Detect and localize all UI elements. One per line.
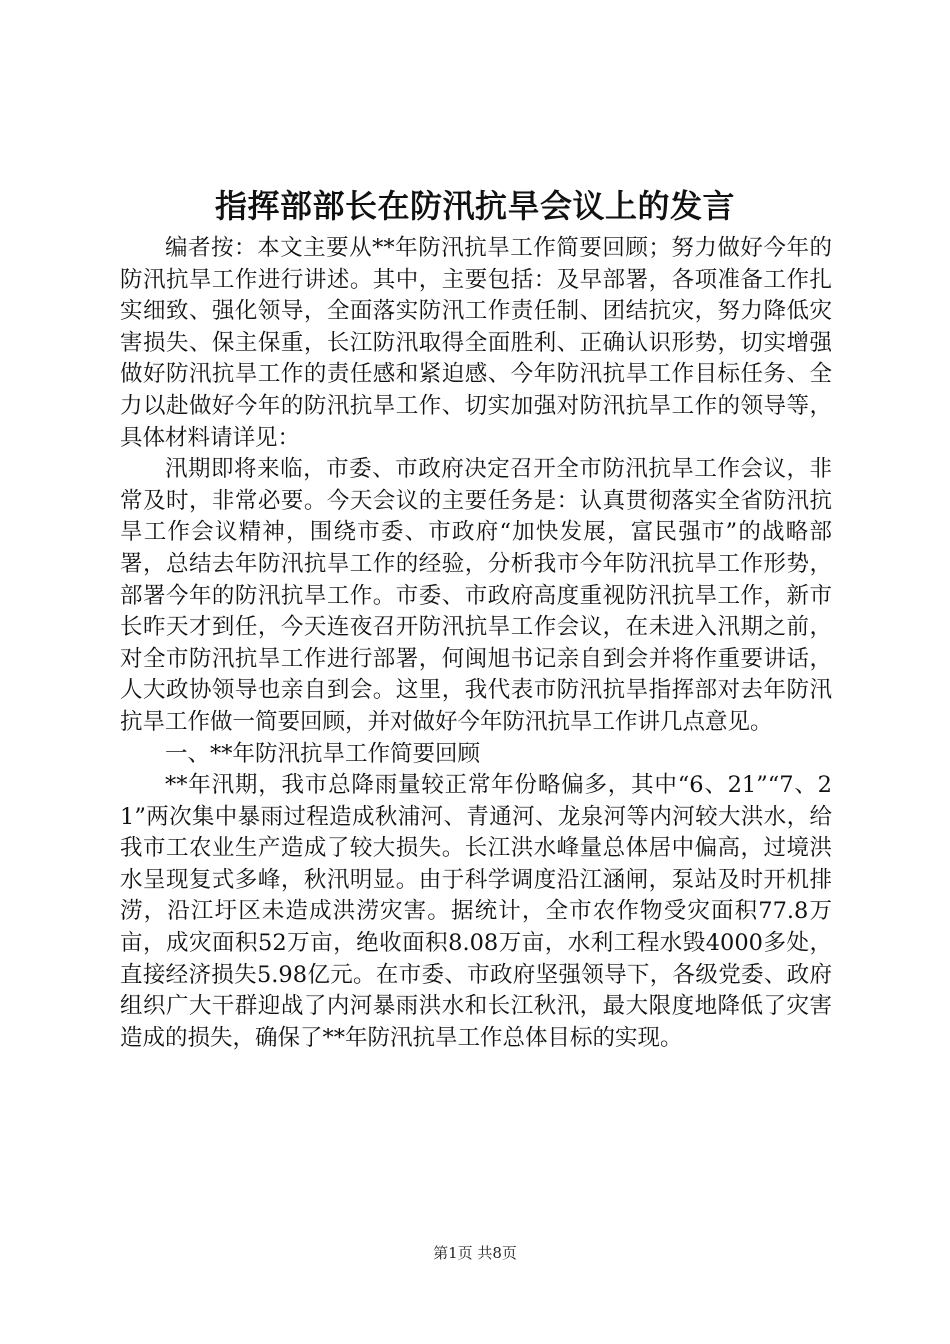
document-title: 指挥部部长在防汛抗旱会议上的发言	[214, 187, 735, 225]
document-body	[120, 233, 832, 1054]
section-heading: 一、**年防汛抗旱工作简要回顾	[165, 740, 481, 767]
review-paragraph: **年汛期，我市总降雨量较正常年份略偏多，其中“6、21”“7、21”两次集中暴雨过程造成秋浦河、青通河、龙泉河等内河较大洪水，给我市工农业生产造成了较大损失。长江洪水峰量总体居中偏高，过境洪水呈现复式多峰，秋汛明显。由于科学调度沿江涵闸，泵站及时开机排涝，沿江圩区未造成洪涝灾害。据统计，全市农作物受灾面积77.8万亩，成灾面积52万亩，绝收面积8.08万亩，水利工程水毁4000多处，直接经济损失5.98亿元。在市委、市政府坚强领导下，各级党委、政府组织广大干群迎战了内河暴雨洪水和长江秋汛，最大限度地降低了灾害造成的损失，确保了**年防汛抗旱工作总体目标的实现。	[120, 772, 832, 1051]
intro-paragraph: 汛期即将来临，市委、市政府决定召开全市防汛抗旱工作会议，非常及时，非常必要。今天会议的主要任务是：认真贯彻落实全省防汛抗旱工作会议精神，围绕市委、市政府“加快发展，富民强市”的战略部署，总结去年防汛抗旱工作的经验，分析我市今年防汛抗旱工作形势，部署今年的防汛抗旱工作。市委、市政府高度重视防汛抗旱工作，新市长昨天才到任，今天连夜召开防汛抗旱工作会议，在未进入汛期之前，对全市防汛抗旱工作进行部署，何闽旭书记亲自到会并将作重要讲话，人大政协领导也亲自到会。这里，我代表市防汛抗旱指挥部对去年防汛抗旱工作做一简要回顾，并对做好今年防汛抗旱工作讲几点意见。	[120, 456, 832, 735]
editor-note-paragraph: 编者按：本文主要从**年防汛抗旱工作简要回顾；努力做好今年的防汛抗旱工作进行讲述。其中，主要包括：及早部署，各项准备工作扎实细致、强化领导，全面落实防汛工作责任制、团结抗灾，努力降低灾害损失、保主保重，长江防汛取得全面胜利、正确认识形势，切实增强做好防汛抗旱工作的责任感和紧迫感、今年防汛抗旱工作目标任务、全力以赴做好今年的防汛抗旱工作、切实加强对防汛抗旱工作的领导等，具体材料请详见：	[120, 235, 832, 451]
page-footer: 第1页 共8页	[433, 1244, 517, 1262]
